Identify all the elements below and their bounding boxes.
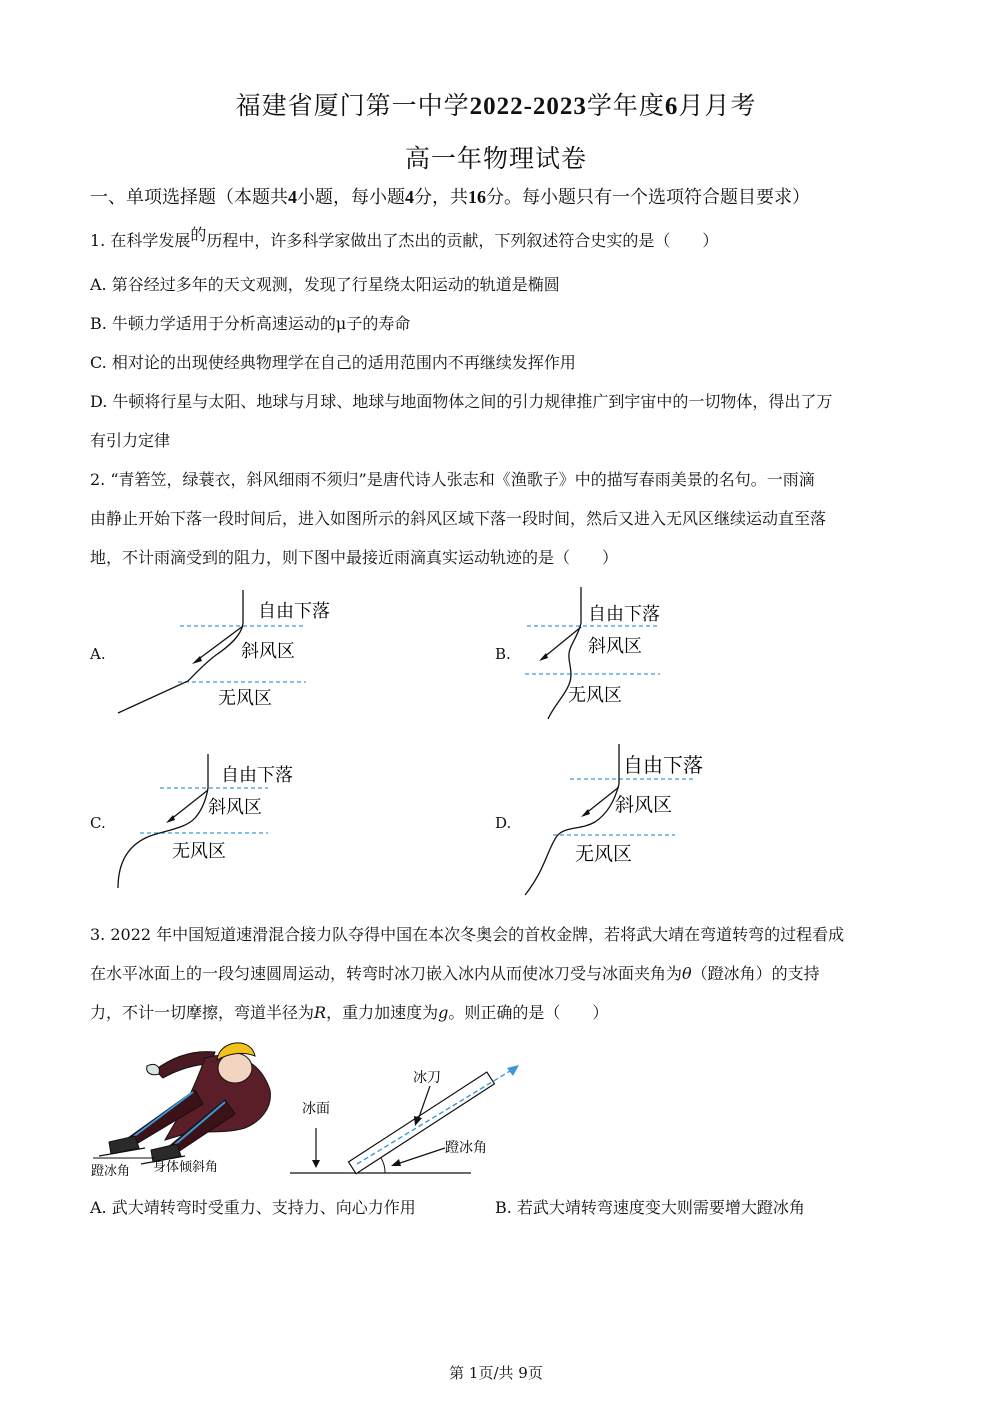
q3-option-a: A. 武大靖转弯时受重力、支持力、向心力作用 [90,1198,416,1217]
angle-arc [381,1158,385,1173]
support-force-arrowhead [507,1065,519,1076]
q1-stem [90,225,719,251]
q2-diagram-d [515,740,725,900]
wind-arrow [585,787,619,814]
kick-angle-label-2: 蹬冰角 [445,1140,487,1156]
ice-pointer-head [312,1160,320,1168]
body-angle-label: 身体倾斜角 [153,1160,219,1175]
wind-arrow [196,626,243,661]
trajectory [525,744,619,895]
exam-subtitle: 高一年物理试卷 [404,144,587,173]
wind-arrow [543,627,581,658]
q2-stem-line1: 2. “青箬笠，绿蓑衣，斜风细雨不须归”是唐代诗人张志和《渔歌子》中的描写春雨美景的名句。一雨滴 [90,470,815,489]
q2-diagram-b [515,585,695,725]
skater-illustration [85,1030,285,1180]
page-footer: 第 1页/共 9页 [449,1364,543,1382]
q1-option-d-line1: D. 牛顿将行星与太阳、地球与月球、地球与地面物体之间的引力规律推广到宇宙中的一切物体，得出了万 [90,392,833,411]
zone-wind-label: 斜风区 [241,641,295,662]
q2-label-d: D. [495,814,512,832]
title-month: 6 [664,93,679,120]
blade-body [348,1072,494,1174]
theta-symbol: θ [682,964,692,983]
q1-option-b: B. 牛顿力学适用于分析高速运动的μ子的寿命 [90,314,411,333]
q1-stem-text: 1. 在科学发展 [90,231,191,250]
zone-wind-label: 斜风区 [615,794,673,816]
q3-text: （蹬冰角）的支持 [691,964,820,983]
q1-option-d-line2: 有引力定律 [90,431,171,450]
kick-angle-label: 蹬冰角 [91,1164,131,1179]
section-text: 分。每小题只有一个选项符合题目要求） [486,187,810,208]
zone-nowind-label: 无风区 [568,685,622,706]
zone-wind-label: 斜风区 [588,636,642,657]
section-text: 小题，每小题 [297,187,405,208]
q3-stem-line2 [90,961,820,984]
section-num: 16 [468,187,486,207]
q1-option-c: C. 相对论的出现使经典物理学在自己的适用范围内不再继续发挥作用 [90,353,576,372]
q2-label-b: B. [495,645,511,663]
blade-diagram [285,1060,535,1180]
q2-stem-line2: 由静止开始下落一段时间后，进入如图所示的斜风区域下落一段时间，然后又进入无风区继续运动直至落 [90,509,827,528]
wind-arrow [170,790,208,820]
zone-nowind-label: 无风区 [218,688,272,709]
q3-text: 在水平冰面上的一段匀速圆周运动，转弯时冰刀嵌入冰内从而使冰刀受与冰面夹角为 [90,964,683,983]
zone-free-label: 自由下落 [221,765,293,786]
title-part: 月月考 [678,91,757,120]
zone-free-label: 自由下落 [588,604,660,625]
radius-symbol: R [314,1003,327,1022]
q2-label-a: A. [90,645,106,663]
section-heading [90,183,810,209]
section-num: 4 [405,187,414,207]
title-part: 学年度 [586,91,665,120]
angle-pointer [397,1148,445,1164]
q3-option-b: B. 若武大靖转弯速度变大则需要增大蹬冰角 [495,1198,805,1217]
zone-nowind-label: 无风区 [172,841,226,862]
blade-label: 冰刀 [413,1070,441,1086]
section-num: 4 [288,187,297,207]
skater-hand [147,1064,160,1074]
blade-rect [348,1072,494,1174]
title-year: 2022-2023 [469,93,587,120]
title-part: 福建省厦门第一中学 [235,91,470,120]
zone-wind-label: 斜风区 [208,797,262,818]
zone-nowind-label: 无风区 [575,843,633,865]
section-text: 一、单项选择题（本题共 [90,187,288,208]
q1-option-a: A. 第谷经过多年的天文观测，发现了行星绕太阳运动的轨道是椭圆 [90,275,560,294]
q2-diagram-a [110,585,350,720]
section-text: 分，共 [414,187,468,208]
q2-stem-line3: 地，不计雨滴受到的阻力，则下图中最接近雨滴真实运动轨迹的是（ ） [90,548,619,567]
q3-text: 力，不计一切摩擦，弯道半径为 [90,1003,315,1022]
q3-stem-line3 [90,1000,608,1023]
zone-free-label: 自由下落 [258,601,330,622]
wind-arrowhead [166,815,175,823]
q3-stem-line1: 3. 2022 年中国短道速滑混合接力队夺得中国在本次冬奥会的首枚金牌，若将武大靖在弯道转弯的过程看成 [90,925,845,944]
q1-stem-sup: 的 [190,225,207,244]
gravity-symbol: g [438,1003,449,1022]
exam-title [0,86,992,122]
q3-text: ，重力加速度为 [326,1003,439,1022]
zone-free-label: 自由下落 [623,753,703,777]
q2-label-c: C. [90,814,106,832]
trajectory [118,754,208,888]
q2-diagram-c [110,750,320,890]
angle-pointer-head [391,1159,401,1166]
ice-label: 冰面 [302,1101,330,1117]
wind-arrowhead [581,809,590,817]
q3-text: 。则正确的是（ ） [448,1003,609,1022]
q1-stem-text: 历程中，许多科学家做出了杰出的贡献，下列叙述符合史实的是（ ） [206,231,719,250]
